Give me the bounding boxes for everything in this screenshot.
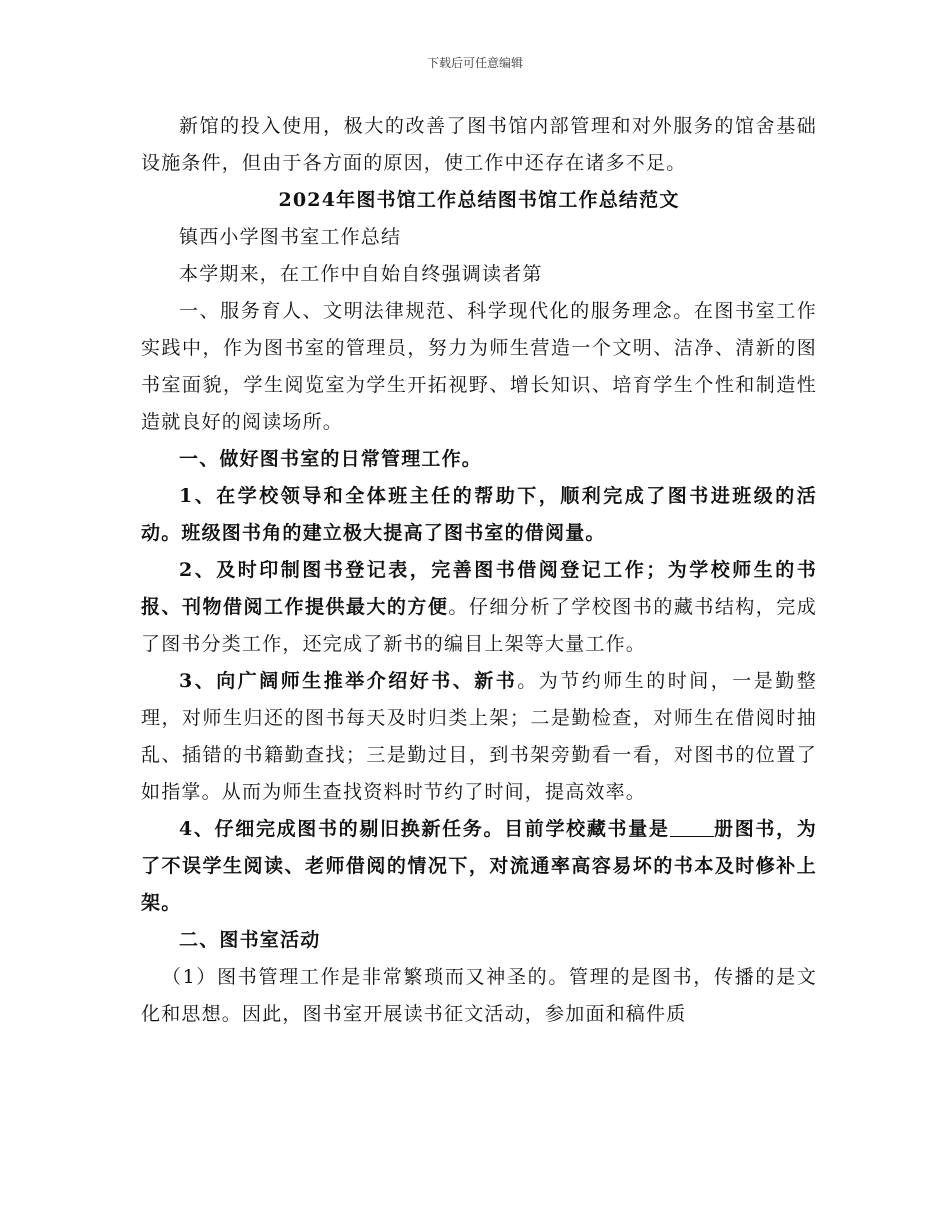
paragraph-subtitle: 镇西小学图书室工作总结 (179, 226, 402, 248)
heading-daily-management: 一、做好图书室的日常管理工作。 (179, 448, 483, 470)
item-4-part-a: 4、仔细完成图书的剔旧换新任务。目前学校藏书量是 (179, 818, 670, 840)
fill-in-blank (670, 816, 714, 837)
paragraph-reader-first: 本学期来，在工作中自始自终强调读者第 (179, 263, 543, 285)
paragraph-item-4 (141, 811, 817, 922)
paragraph-activity-1: （1）图书管理工作是非常繁琐而又神圣的。管理的是图书，传播的是文化和思想。因此，图书室开展读书征文活动，参加面和稿件质 (141, 966, 817, 1025)
document-title: 2024年图书馆工作总结图书馆工作总结范文 (278, 189, 680, 211)
paragraph-item-3 (141, 663, 817, 811)
paragraph-service-concept: 一、服务育人、文明法律规范、科学现代化的服务理念。在图书室工作实践中，作为图书室的管理员，努力为师生营造一个文明、洁净、清新的图书室面貌，学生阅览室为学生开拓视野、增长知识、培育学生个性和制造性造就良好的阅读场所。 (141, 300, 817, 433)
paragraph-item-2 (141, 552, 817, 663)
paragraph-intro: 新馆的投入使用，极大的改善了图书馆内部管理和对外服务的馆舍基础设施条件，但由于各方面的原因，使工作中还存在诸多不足。 (141, 115, 817, 174)
document-body (141, 108, 817, 1033)
item-4-part-b: 册图书，为了不误学生阅读、老师借阅的情况下，对流通率高容易坏的书本及时修补上架。 (141, 818, 817, 914)
item-3-rest: 。为节约师生的时间，一是勤整理，对师生归还的图书每天及时归类上架；二是勤检查，对师生在借阅时抽乱、插错的书籍勤查找；三是勤过目，到书架旁勤看一看，对图书的位置了如指掌。从而为师生查找资料时节约了时间，提高效率。 (141, 670, 817, 803)
item-2-rest: 。仔细分析了学校图书的藏书结构，完成了图书分类工作，还完成了新书的编目上架等大量工作。 (141, 596, 817, 655)
paragraph-item-1: 1、在学校领导和全体班主任的帮助下，顺利完成了图书进班级的活动。班级图书角的建立极大提高了图书室的借阅量。 (141, 485, 817, 544)
page-header: 下载后可任意编辑 (426, 56, 523, 70)
heading-library-activities: 二、图书室活动 (179, 929, 321, 951)
item-3-bold: 3、向广阔师生推举介绍好书、新书 (179, 670, 518, 692)
item-2-bold: 2、及时印制图书登记表，完善图书借阅登记工作；为学校师生的书报、刊物借阅工作提供最大的方便 (141, 559, 817, 618)
